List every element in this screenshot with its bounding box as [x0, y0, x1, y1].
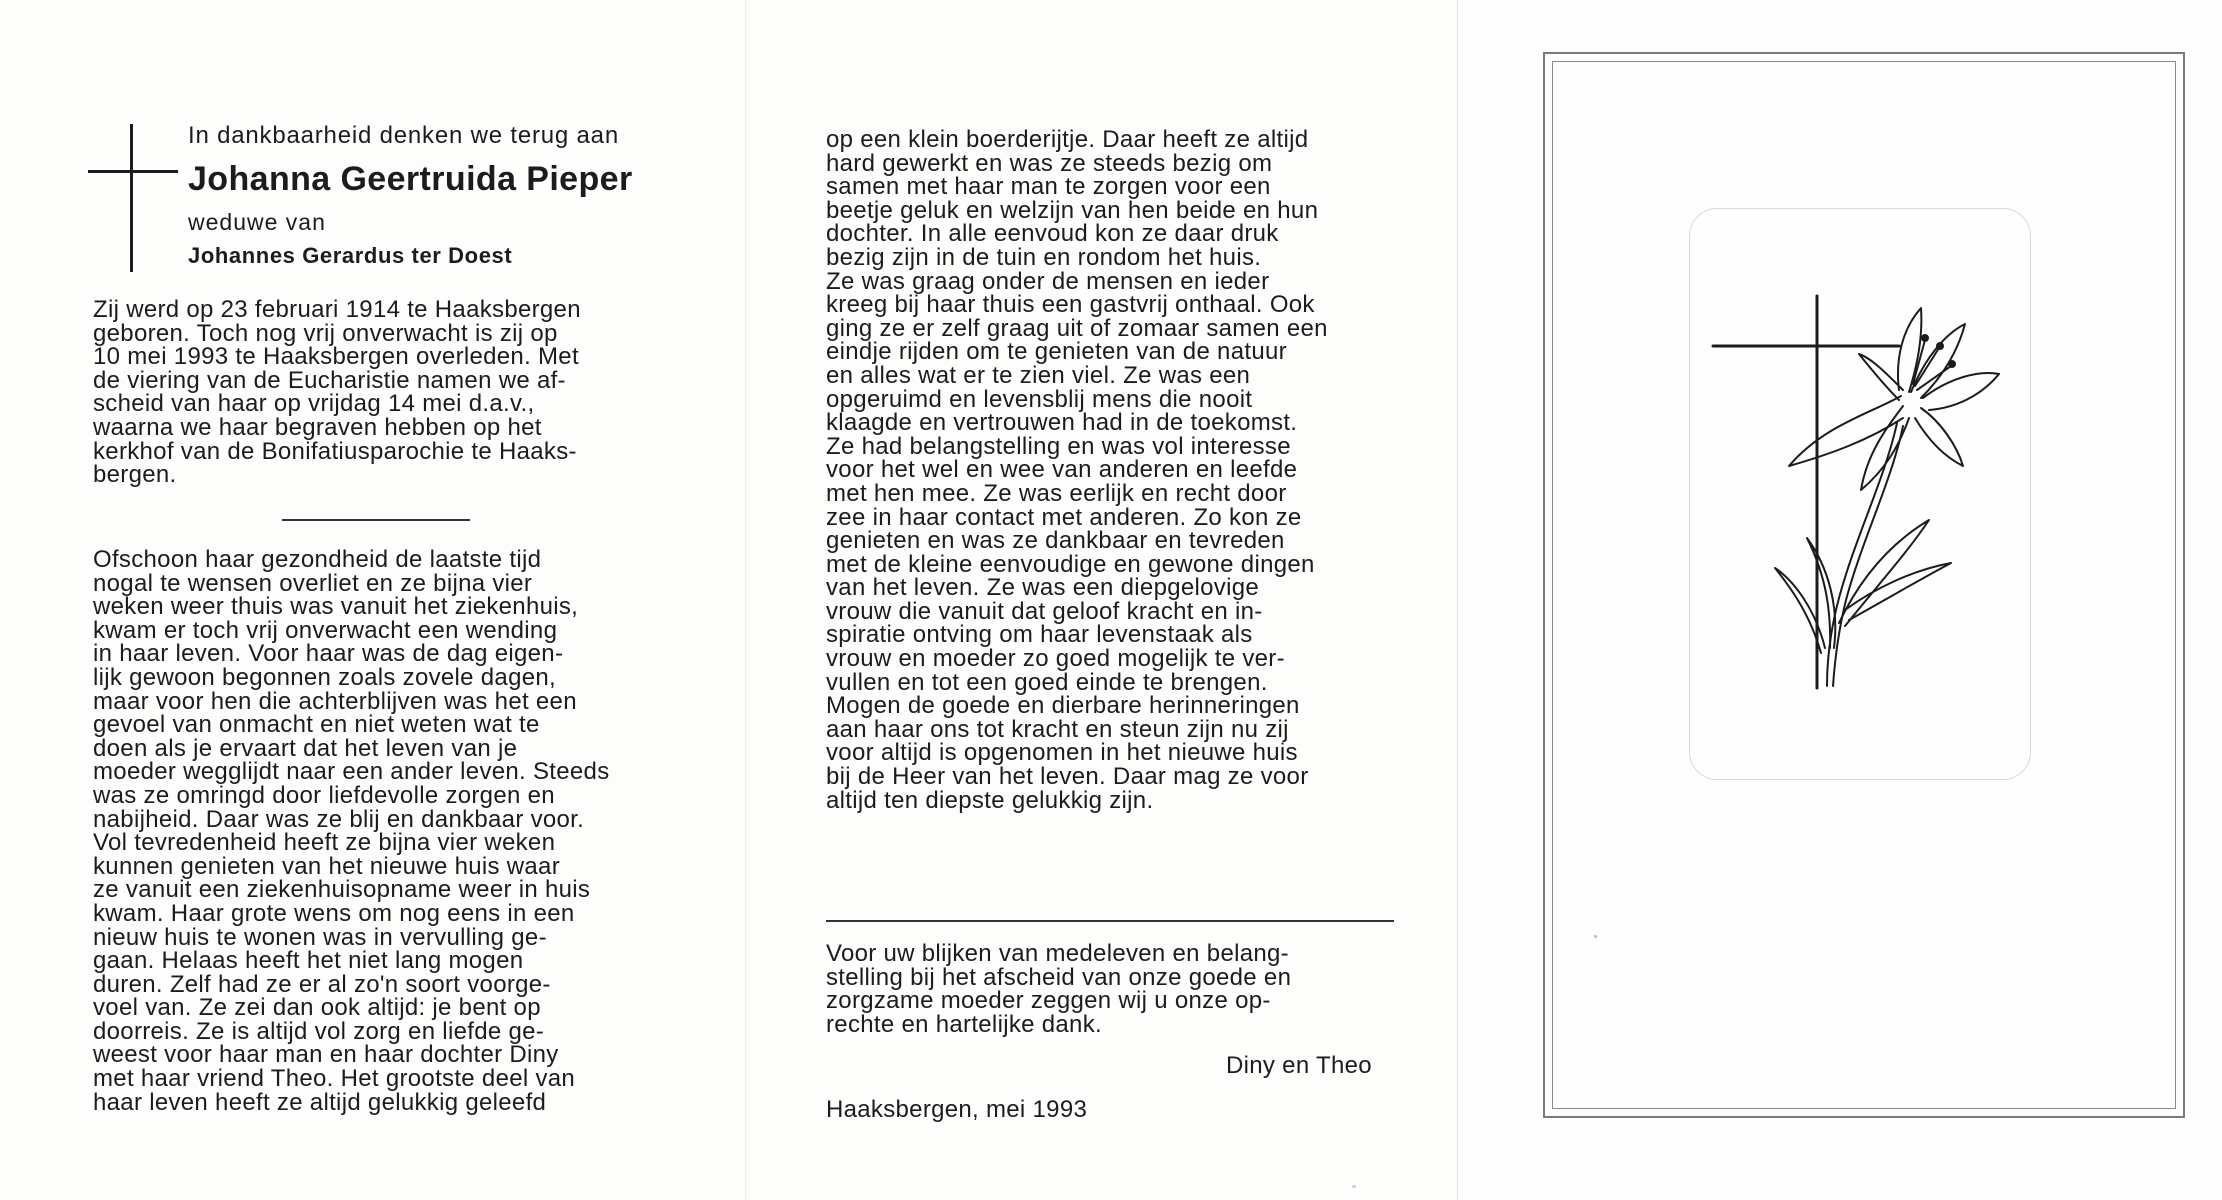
text-line: weken weer thuis was vanuit het ziekenhuis,: [93, 593, 579, 621]
text-line: met de kleine eenvoudige en gewone dingen: [826, 550, 1315, 578]
text-line: doen als je ervaart dat het leven van je: [93, 734, 518, 762]
text-line: stelling bij het afscheid van onze goede en: [826, 963, 1292, 991]
text-line: voel van. Ze zei dan ook altijd: je bent op: [93, 994, 541, 1022]
text-line: Mogen de goede en dierbare herinneringen: [826, 692, 1300, 720]
text-line: doorreis. Ze is altijd vol zorg en liefde ge-: [93, 1017, 545, 1045]
text-line: vullen en tot een goed einde te brengen.: [826, 668, 1268, 696]
widow-of-label: weduwe van: [188, 209, 326, 235]
text-line: altijd ten diepste gelukkig zijn.: [826, 786, 1154, 814]
birth-death-paragraph: [93, 298, 658, 487]
text-line: scheid van haar op vrijdag 14 mei d.a.v.,: [93, 390, 535, 418]
text-line: 10 mei 1993 te Haaksbergen overleden. Met: [93, 343, 579, 371]
text-line: eindje rijden om te genieten van de natuur: [826, 338, 1287, 366]
text-line: gevoel van onmacht en niet weten wat te: [93, 711, 540, 739]
paper-speck: [1594, 935, 1597, 938]
text-line: nabijheid. Daar was ze blij en dankbaar voor.: [93, 805, 585, 833]
spouse-name: Johannes Gerardus ter Doest: [188, 243, 513, 268]
text-line: duren. Zelf had ze er al zo'n soort voorge-: [93, 970, 551, 998]
text-line: kwam. Haar grote wens om nog eens in een: [93, 899, 575, 927]
place-date: Haaksbergen, mei 1993: [826, 1096, 1088, 1123]
text-line: was ze omringd door liefdevolle zorgen en: [93, 781, 555, 809]
text-line: hard gewerkt en was ze steeds bezig om: [826, 149, 1273, 177]
text-line: vrouw die vanuit dat geloof kracht en in-: [826, 597, 1263, 625]
text-line: nogal te wensen overliet en ze bijna vier: [93, 569, 533, 597]
text-line: kreeg bij haar thuis een gastvrij onthaal. Ook: [826, 291, 1315, 319]
life-story-right: [826, 128, 1394, 812]
text-line: op een klein boerderijtje. Daar heeft ze altijd: [826, 126, 1309, 153]
text-line: geboren. Toch nog vrij onverwacht is zij op: [93, 319, 558, 347]
text-line: waarna we haar begraven hebben op het: [93, 413, 542, 441]
text-line: samen met haar man te zorgen voor een: [826, 173, 1271, 201]
text-line: Ze had belangstelling en was vol interesse: [826, 432, 1291, 460]
text-line: genieten en was ze dankbaar en tevreden: [826, 527, 1285, 555]
text-line: nieuw huis te wonen was in vervulling ge-: [93, 923, 547, 951]
text-line: klaagde en vertrouwen had in de toekomst.: [826, 409, 1298, 437]
divider: [826, 920, 1394, 922]
text-line: en alles wat er te zien viel. Ze was een: [826, 361, 1251, 389]
divider: [282, 519, 470, 521]
life-story-left: [93, 548, 658, 1114]
text-line: zorgzame moeder zeggen wij u onze op-: [826, 987, 1271, 1015]
text-line: opgeruimd en levensblij mens die nooit: [826, 385, 1253, 413]
paper-speck: [1352, 1185, 1356, 1188]
text-line: bergen.: [93, 461, 177, 489]
text-line: de viering van de Eucharistie namen we af-: [93, 366, 566, 394]
text-line: dochter. In alle eenvoud kon ze daar druk: [826, 220, 1279, 248]
lily-cross-icon: [1689, 208, 2029, 778]
text-line: lijk gewoon begonnen zoals zovele dagen,: [93, 663, 556, 691]
thanks-paragraph: [826, 942, 1394, 1036]
text-line: moeder wegglijdt naar een ander leven. Steeds: [93, 758, 610, 786]
text-line: kunnen genieten van het nieuwe huis waar: [93, 852, 560, 880]
text-line: Zij werd op 23 februari 1914 te Haaksbergen: [93, 296, 581, 323]
text-line: met hen mee. Ze was eerlijk en recht door: [826, 479, 1287, 507]
text-line: bij de Heer van het leven. Daar mag ze voor: [826, 763, 1309, 791]
text-line: vrouw en moeder zo goed mogelijk te ver-: [826, 645, 1285, 673]
text-line: bezig zijn in de tuin en rondom het huis.: [826, 243, 1262, 271]
text-line: voor het wel en wee van anderen en leefde: [826, 456, 1298, 484]
text-line: weest voor haar man en haar dochter Diny: [93, 1041, 559, 1069]
text-line: ze vanuit een ziekenhuisopname weer in huis: [93, 876, 591, 904]
text-line: Vol tevredenheid heeft ze bijna vier weken: [93, 829, 556, 857]
text-line: van het leven. Ze was een diepgelovige: [826, 574, 1260, 602]
intro-line: In dankbaarheid denken we terug aan: [188, 122, 619, 149]
text-line: haar leven heeft ze altijd gelukkig geleefd: [93, 1088, 547, 1116]
text-line: spiratie ontving om haar levenstaak als: [826, 621, 1253, 649]
text-line: kwam er toch vrij onverwacht een wending: [93, 616, 558, 644]
text-line: maar voor hen die achterblijven was het een: [93, 687, 577, 715]
text-line: kerkhof van de Bonifatiusparochie te Haaks-: [93, 437, 577, 465]
signature: Diny en Theo: [1226, 1052, 1372, 1079]
text-line: aan haar ons tot kracht en steun zijn nu zij: [826, 715, 1289, 743]
cross-icon: [88, 124, 178, 272]
text-line: met haar vriend Theo. Het grootste deel van: [93, 1065, 576, 1093]
text-line: voor altijd is opgenomen in het nieuwe huis: [826, 739, 1298, 767]
text-line: Ofschoon haar gezondheid de laatste tijd: [93, 546, 542, 573]
text-line: rechte en hartelijke dank.: [826, 1010, 1102, 1038]
text-line: beetje geluk en welzijn van hen beide en hun: [826, 196, 1319, 224]
text-line: ging ze er zelf graag uit of zomaar samen een: [826, 314, 1328, 342]
text-line: Voor uw blijken van medeleven en belang-: [826, 940, 1289, 967]
text-line: in haar leven. Voor haar was de dag eigen-: [93, 640, 564, 668]
text-line: gaan. Helaas heeft het niet lang mogen: [93, 947, 524, 975]
deceased-name: Johanna Geertruida Pieper: [188, 160, 633, 198]
text-line: zee in haar contact met anderen. Zo kon ze: [826, 503, 1302, 531]
text-line: Ze was graag onder de mensen en ieder: [826, 267, 1270, 295]
